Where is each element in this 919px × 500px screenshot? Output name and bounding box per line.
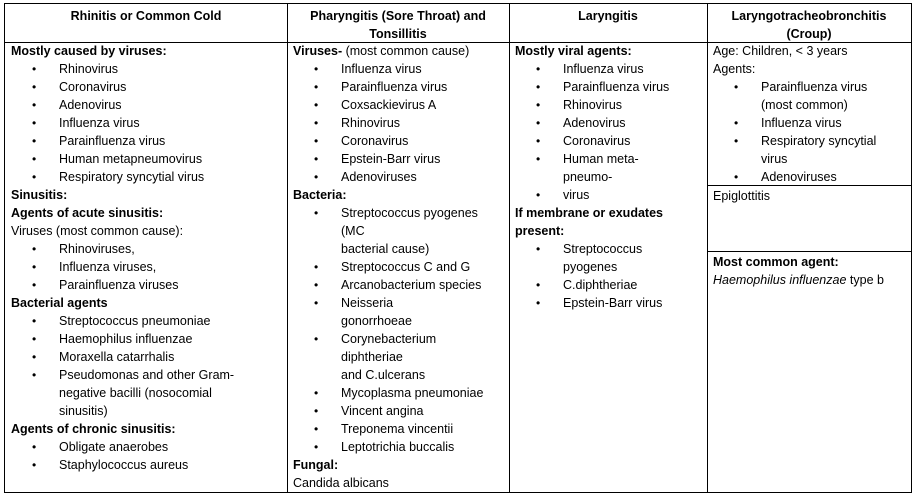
list-item: • Adenoviruses [314,170,417,184]
list-item: • Coronavirus [314,134,409,148]
bullet: • [32,314,37,328]
list-item: • Epstein-Barr virus [536,296,663,310]
bullet: • [314,260,319,274]
section-heading: Bacteria: [293,188,347,202]
pathogen-table [4,3,912,493]
bullet: • [32,332,37,346]
header-text: Tonsillitis [369,27,427,41]
list-item: • Rhinovirus [314,116,401,130]
list-item-continuation: gonorrhoeae [341,314,412,328]
list-item: • Influenza viruses, [32,260,157,274]
bullet: • [32,278,37,292]
section-heading: Agents of acute sinusitis: [11,206,164,220]
bullet: • [314,62,319,76]
list-item: • Influenza virus [734,116,842,130]
list-item: • Human metapneumovirus [32,152,203,166]
list-item: • Neisseria [314,296,394,310]
bullet: • [314,134,319,148]
list-item: • Parainfluenza virus [32,134,166,148]
list-item: • Adenoviruses [734,170,837,184]
list-item-continuation: negative bacilli (nosocomial [59,386,212,400]
list-item: • Mycoplasma pneumoniae [314,386,484,400]
bullet: • [32,98,37,112]
bullet: • [32,62,37,76]
list-item: • Respiratory syncytial virus [32,170,205,184]
header-croup [707,4,911,43]
list-item: • Arcanobacterium species [314,278,482,292]
list-item: • Streptococcus pneumoniae [32,314,211,328]
common-agent-text [713,271,911,289]
bullet: • [32,170,37,184]
section-heading: Mostly caused by viruses: [11,44,167,58]
list-item: • Vincent angina [314,404,424,418]
list-item: • Streptococcus C and G [314,260,471,274]
bullet: • [734,170,739,184]
list-item-continuation: (most common) [761,98,848,112]
bullet: • [536,98,541,112]
section-heading: present: [515,224,565,238]
list-item: • Moraxella catarrhalis [32,350,175,364]
bullet: • [536,188,541,202]
bullet: • [536,152,541,166]
bullet: • [734,134,739,148]
bullet: • [314,98,319,112]
bullet: • [314,332,319,346]
bullet: • [536,296,541,310]
section-heading [293,42,509,60]
header-pharyngitis [287,4,509,43]
bullet: • [314,170,319,184]
bullet: • [314,386,319,400]
agent-suffix: type b [846,273,884,287]
list-item: • Streptococcus pyogenes [314,206,478,220]
list-item: • Obligate anaerobes [32,440,169,454]
column-pharyngitis [287,42,509,492]
list-item: • Parainfluenza virus [734,80,868,94]
section-heading: If membrane or exudates [515,206,663,220]
header-text: Laryngotracheobronchitis [731,9,887,23]
bullet: • [32,368,37,382]
row-divider [707,251,911,252]
list-item: • Parainfluenza virus [314,80,448,94]
list-item-continuation: virus [761,152,788,166]
list-item: • virus [536,188,590,202]
header-text: Laryngitis [578,9,638,23]
bullet: • [32,152,37,166]
bullet: • [314,152,319,166]
bullet: • [32,260,37,274]
bullet: • [314,422,319,436]
header-text: Rhinitis or Common Cold [70,9,222,23]
bullet: • [536,80,541,94]
bullet: • [32,440,37,454]
list-item: • C.diphtheriae [536,278,638,292]
bullet: • [536,116,541,130]
bullet: • [314,206,319,220]
bullet: • [32,116,37,130]
list-item: • Rhinovirus [536,98,623,112]
list-item: • Epstein-Barr virus [314,152,441,166]
bullet: • [32,350,37,364]
header-laryngitis [509,4,707,25]
list-item: • Coronavirus [536,134,631,148]
list-item: • Parainfluenza viruses [32,278,179,292]
list-item: • Rhinovirus [32,62,119,76]
agent-italic: Haemophilus influenzae [713,273,847,287]
list-item: • Rhinoviruses, [32,242,135,256]
bullet: • [536,278,541,292]
header-text: (Croup) [786,27,832,41]
list-item-continuation: pneumo- [563,170,613,184]
list-item: • Pseudomonas and other Gram- [32,368,235,382]
list-item: • Coxsackievirus A [314,98,437,112]
bullet: • [314,404,319,418]
heading-bold: Viruses- [293,44,343,58]
section-heading: Agents of chronic sinusitis: [11,422,176,436]
header-rhinitis [5,4,287,25]
section-heading: Fungal: [293,458,339,472]
list-item-continuation: and C.ulcerans [341,368,426,382]
bullet: • [32,134,37,148]
list-item: • Corynebacterium [314,332,437,346]
list-item: • Haemophilus influenzae [32,332,193,346]
list-item-continuation: diphtheriae [341,350,403,364]
bullet: • [32,80,37,94]
bullet: • [536,62,541,76]
list-item: • Respiratory syncytial [734,134,877,148]
section-heading: Sinusitis: [11,188,68,202]
list-item: • Influenza virus [536,62,644,76]
bullet: • [32,242,37,256]
list-item-continuation: sinusitis) [59,404,108,418]
bullet: • [314,116,319,130]
list-item-continuation: pyogenes [563,260,618,274]
bullet: • [314,80,319,94]
list-item: • Adenovirus [32,98,122,112]
list-item: • Parainfluenza virus [536,80,670,94]
list-item: • Treponema vincentii [314,422,454,436]
heading-note: (most common cause) [342,44,470,58]
list-item-continuation: (MC [341,224,365,238]
column-rhinitis [5,42,287,474]
column-croup [707,42,911,186]
list-item: • Influenza virus [32,116,140,130]
age-text: Age: Children, < 3 years [713,44,848,58]
bullet: • [314,440,319,454]
epiglottitis-cell [707,187,911,205]
epiglottitis-label: Epiglottitis [713,189,770,203]
bullet: • [32,458,37,472]
list-item: • Leptotrichia buccalis [314,440,455,454]
bullet: • [314,296,319,310]
list-item: • Streptococcus [536,242,643,256]
bullet: • [536,242,541,256]
column-laryngitis [509,42,707,312]
list-item: • Influenza virus [314,62,422,76]
header-text: Pharyngitis (Sore Throat) and [310,9,486,23]
section-heading: Bacterial agents [11,296,108,310]
sub-heading: Viruses (most common cause): [11,224,184,238]
bullet: • [734,80,739,94]
bullet: • [734,116,739,130]
section-heading: Mostly viral agents: [515,44,632,58]
plain-item: Candida albicans [293,476,389,490]
list-item: • Coronavirus [32,80,127,94]
list-item: • Human meta- [536,152,639,166]
list-item: • Adenovirus [536,116,626,130]
list-item-continuation: bacterial cause) [341,242,430,256]
agents-label: Agents: [713,62,756,76]
common-agent-cell [707,253,911,289]
list-item: • Staphylococcus aureus [32,458,189,472]
bullet: • [536,134,541,148]
section-heading: Most common agent: [713,255,839,269]
bullet: • [314,278,319,292]
